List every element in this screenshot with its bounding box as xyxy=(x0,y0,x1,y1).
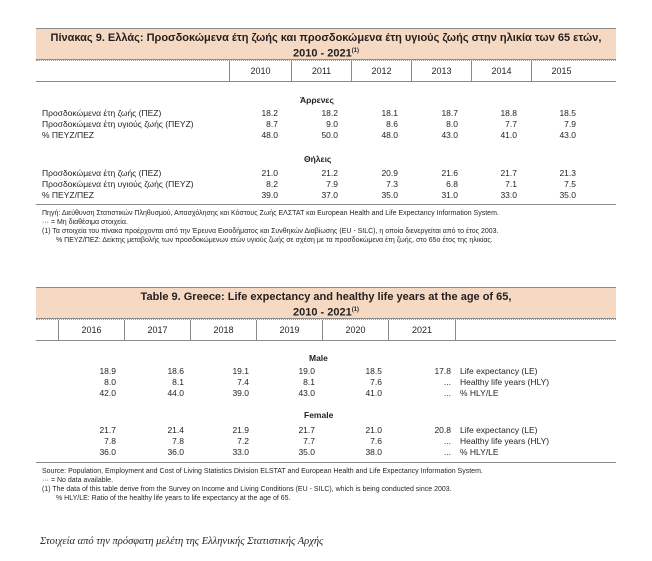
cell-value: ... xyxy=(443,447,451,457)
group-heading-female: Θήλεις xyxy=(304,154,332,164)
cell-value: 8.0 xyxy=(104,377,116,387)
table-row xyxy=(36,447,616,458)
table-row xyxy=(36,377,616,388)
year-header: 2013 xyxy=(411,61,471,81)
cell-value: 18.6 xyxy=(167,366,184,376)
cell-value: 18.2 xyxy=(321,108,338,118)
cell-value: 21.4 xyxy=(167,425,184,435)
year-header: 2015 xyxy=(531,61,591,81)
cell-value: 17.8 xyxy=(434,366,451,376)
cell-value: 18.1 xyxy=(381,108,398,118)
cell-value: 20.9 xyxy=(381,168,398,178)
cell-value: 21.6 xyxy=(441,168,458,178)
greek-years-row xyxy=(36,60,616,82)
cell-value: 19.1 xyxy=(232,366,249,376)
greek-table-title xyxy=(36,28,616,60)
cell-value: 21.7 xyxy=(99,425,116,435)
year-header: 2021 xyxy=(388,320,456,340)
cell-value: 21.7 xyxy=(298,425,315,435)
row-label: Healthy life years (HLY) xyxy=(460,436,550,446)
cell-value: 18.8 xyxy=(500,108,517,118)
cell-value: 43.0 xyxy=(298,388,315,398)
cell-value: 35.0 xyxy=(381,190,398,200)
english-table-title xyxy=(36,287,616,319)
cell-value: 18.5 xyxy=(559,108,576,118)
cell-value: ... xyxy=(443,377,451,387)
cell-value: 18.7 xyxy=(441,108,458,118)
row-label: Προσδοκώμενα έτη υγιούς ζωής (ΠΕΥΖ) xyxy=(42,179,194,189)
cell-value: ... xyxy=(443,436,451,446)
footnote-1: (1) The data of this table derive from the Survey on Income and Living Conditions (EU - SILC), which is being conducted since 2003. xyxy=(42,486,452,493)
cell-value: 7.9 xyxy=(564,119,576,129)
row-label: % HLY/LE xyxy=(460,388,499,398)
row-label: Προσδοκώμενα έτη υγιούς ζωής (ΠΕΥΖ) xyxy=(42,119,194,129)
cell-value: 9.0 xyxy=(326,119,338,129)
row-label: % HLY/LE xyxy=(460,447,499,457)
table-row xyxy=(36,425,616,436)
row-label: Life expectancy (LE) xyxy=(460,425,538,435)
cell-value: 39.0 xyxy=(232,388,249,398)
cell-value: 35.0 xyxy=(559,190,576,200)
footnote-na: ··· = Μη διαθέσιμα στοιχεία. xyxy=(42,219,128,226)
cell-value: 41.0 xyxy=(500,130,517,140)
cell-value: 19.0 xyxy=(298,366,315,376)
cell-value: 18.5 xyxy=(365,366,382,376)
cell-value: 7.8 xyxy=(104,436,116,446)
cell-value: 7.8 xyxy=(172,436,184,446)
footnote-1: (1) Τα στοιχεία του πίνακα προέρχονται από την Έρευνα Εισοδήματος και Συνθηκών Διαβίωσης (EU - SILC), η οποία διενεργείται από το έτος 2003. xyxy=(42,228,499,235)
year-header: 2011 xyxy=(291,61,351,81)
row-label: Life expectancy (LE) xyxy=(460,366,538,376)
table-row xyxy=(36,366,616,377)
year-header: 2016 xyxy=(58,320,124,340)
cell-value: 43.0 xyxy=(441,130,458,140)
footnote-na: ··· = No data available. xyxy=(42,477,114,484)
cell-value: 44.0 xyxy=(167,388,184,398)
cell-value: 48.0 xyxy=(261,130,278,140)
english-table xyxy=(36,287,616,519)
year-header: 2020 xyxy=(322,320,388,340)
year-header: 2014 xyxy=(471,61,531,81)
cell-value: 48.0 xyxy=(381,130,398,140)
cell-value: 50.0 xyxy=(321,130,338,140)
cell-value: 42.0 xyxy=(99,388,116,398)
row-label: % ΠΕΥΖ/ΠΕΖ xyxy=(42,190,94,200)
cell-value: 7.1 xyxy=(505,179,517,189)
english-title-line2: 2010 - 2021$^{(1)}$ xyxy=(292,306,360,319)
cell-value: 7.9 xyxy=(326,179,338,189)
cell-value: 21.7 xyxy=(500,168,517,178)
year-header: 2017 xyxy=(124,320,190,340)
cell-value: 38.0 xyxy=(365,447,382,457)
cell-value: 33.0 xyxy=(232,447,249,457)
table-bottom-rule xyxy=(36,462,616,463)
year-header: 2012 xyxy=(351,61,411,81)
row-label: % ΠΕΥΖ/ΠΕΖ xyxy=(42,130,94,140)
table-row xyxy=(36,190,616,201)
cell-value: 18.2 xyxy=(261,108,278,118)
image-caption: Στοιχεία από την πρόσφατη μελέτη της Ελληνικής Στατιστικής Αρχής xyxy=(40,536,324,547)
row-label: Προσδοκώμενα έτη ζωής (ΠΕΖ) xyxy=(42,108,162,118)
table-row xyxy=(36,388,616,399)
group-heading-male: Male xyxy=(309,353,328,363)
year-header: 2018 xyxy=(190,320,256,340)
cell-value: 6.8 xyxy=(446,179,458,189)
cell-value: 21.2 xyxy=(321,168,338,178)
table-row xyxy=(36,119,616,130)
cell-value: 7.3 xyxy=(386,179,398,189)
row-label: Healthy life years (HLY) xyxy=(460,377,550,387)
row-label: Προσδοκώμενα έτη ζωής (ΠΕΖ) xyxy=(42,168,162,178)
cell-value: 8.0 xyxy=(446,119,458,129)
cell-value: 8.1 xyxy=(172,377,184,387)
table-bottom-rule xyxy=(36,204,616,205)
footnote-ratio: % ΠΕΥΖ/ΠΕΖ: Δείκτης μεταβολής των προσδοκώμενων ετών υγιούς ζωής σε σχέση με τα προσδοκώμενα έτη ζωής, στο 65ο έτος της ηλικίας. xyxy=(56,237,493,244)
cell-value: 20.8 xyxy=(434,425,451,435)
footnote-ratio: % HLY/LE: Ratio of the healthy life years to life expectancy at the age of 65. xyxy=(56,495,291,502)
group-heading-male: Άρρενες xyxy=(300,95,334,105)
cell-value: 36.0 xyxy=(99,447,116,457)
cell-value: 36.0 xyxy=(167,447,184,457)
cell-value: 31.0 xyxy=(441,190,458,200)
cell-value: 8.1 xyxy=(303,377,315,387)
greek-title-line1: Πίνακας 9. Ελλάς: Προσδοκώμενα έτη ζωής και προσδοκώμενα έτη υγιούς ζωής στην ηλικία των 65 ετών, xyxy=(50,32,602,44)
cell-value: 21.0 xyxy=(365,425,382,435)
cell-value: 7.7 xyxy=(303,436,315,446)
english-title-line1: Table 9. Greece: Life expectancy and healthy life years at the age of 65, xyxy=(140,291,512,303)
cell-value: 41.0 xyxy=(365,388,382,398)
cell-value: ... xyxy=(443,388,451,398)
cell-value: 7.6 xyxy=(370,377,382,387)
english-years-row xyxy=(36,319,616,341)
cell-value: 33.0 xyxy=(500,190,517,200)
cell-value: 7.7 xyxy=(505,119,517,129)
table-row xyxy=(36,179,616,190)
table-row xyxy=(36,108,616,119)
cell-value: 7.2 xyxy=(237,436,249,446)
cell-value: 43.0 xyxy=(559,130,576,140)
cell-value: 8.2 xyxy=(266,179,278,189)
cell-value: 21.9 xyxy=(232,425,249,435)
table-row xyxy=(36,130,616,141)
cell-value: 39.0 xyxy=(261,190,278,200)
cell-value: 7.4 xyxy=(237,377,249,387)
cell-value: 35.0 xyxy=(298,447,315,457)
year-header: 2019 xyxy=(256,320,322,340)
footnote-source: Source: Population, Employment and Cost of Living Statistics Division ELSTAT and European Health and Life Expectancy Information System. xyxy=(42,468,483,475)
cell-value: 21.3 xyxy=(559,168,576,178)
cell-value: 8.6 xyxy=(386,119,398,129)
cell-value: 18.9 xyxy=(99,366,116,376)
greek-table xyxy=(36,28,616,260)
group-heading-female: Female xyxy=(304,410,334,420)
table-row xyxy=(36,168,616,179)
cell-value: 37.0 xyxy=(321,190,338,200)
table-row xyxy=(36,436,616,447)
year-header: 2010 xyxy=(229,61,291,81)
footnote-source: Πηγή: Διεύθυνση Στατιστικών Πληθυσμού, Απασχόλησης και Κόστους Ζωής ΕΛΣΤΑΤ και European Health and Life Expectancy Information System. xyxy=(42,210,499,217)
cell-value: 8.7 xyxy=(266,119,278,129)
cell-value: 7.6 xyxy=(370,436,382,446)
greek-title-line2: 2010 - 2021$^{(1)}$ xyxy=(292,47,360,60)
cell-value: 7.5 xyxy=(564,179,576,189)
cell-value: 21.0 xyxy=(261,168,278,178)
